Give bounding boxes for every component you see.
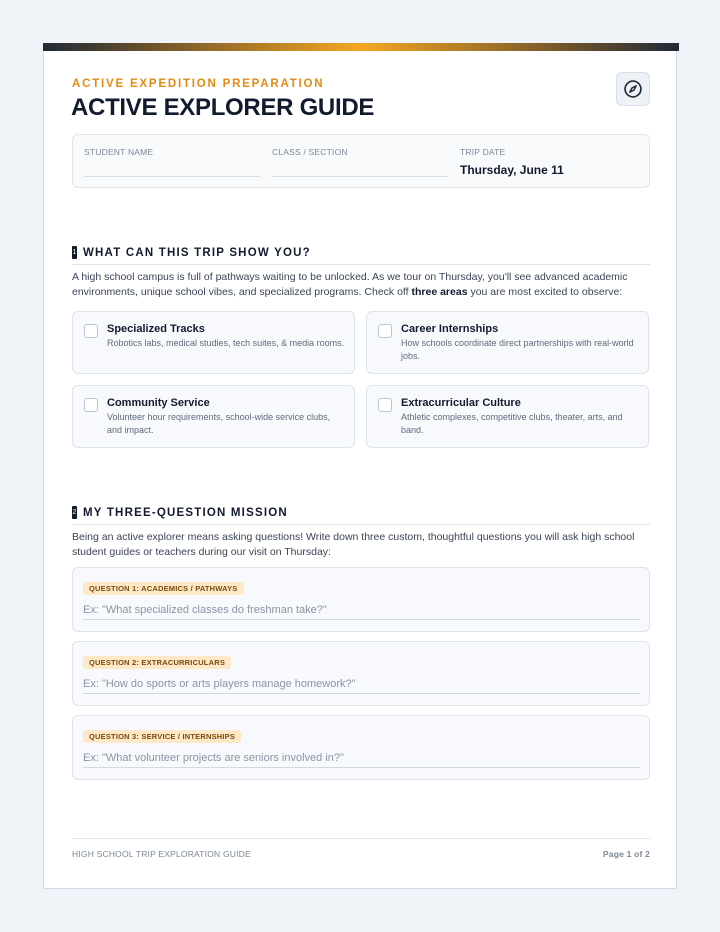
checkbox[interactable] <box>84 398 98 412</box>
section-1-intro-end: you are most excited to observe: <box>467 286 623 298</box>
compass-icon <box>623 79 643 99</box>
option-card-specialized-tracks[interactable] <box>72 311 355 374</box>
option-card-career-internships[interactable] <box>366 311 649 374</box>
option-description: Athletic complexes, competitive clubs, theater, arts, and band. <box>401 412 623 435</box>
trip-date-field[interactable] <box>460 147 636 177</box>
section-1-number: 1 <box>72 246 77 259</box>
question-3-input[interactable] <box>83 748 640 768</box>
accent-top-bar <box>43 43 679 51</box>
section-2-intro: Being an active explorer means asking questions! Write down three custom, thoughtful questions you will ask high school student guides or teachers during our visit on Thursday: <box>72 531 635 558</box>
class-section-line <box>272 176 448 177</box>
question-1-box <box>72 567 650 632</box>
page-title: ACTIVE EXPLORER GUIDE <box>71 94 375 121</box>
option-title: Specialized Tracks <box>107 323 205 335</box>
question-2-tag: QUESTION 2: EXTRACURRICULARS <box>83 656 231 669</box>
class-section-label: CLASS / SECTION <box>272 147 348 157</box>
question-1-tag: QUESTION 1: ACADEMICS / PATHWAYS <box>83 582 244 595</box>
checkbox[interactable] <box>378 324 392 338</box>
question-2-input[interactable] <box>83 674 640 694</box>
option-description: Robotics labs, medical studies, tech suites, & media rooms. <box>107 338 345 348</box>
student-name-label: STUDENT NAME <box>84 147 154 157</box>
trip-date-label: TRIP DATE <box>460 147 506 157</box>
student-name-field[interactable] <box>84 147 260 163</box>
question-3-box <box>72 715 650 780</box>
trip-date-value: Thursday, June 11 <box>460 163 564 177</box>
section-2-heading <box>72 506 650 525</box>
section-2-number: 2 <box>72 506 77 519</box>
student-info-fields <box>72 134 650 188</box>
question-1-input[interactable] <box>83 600 640 620</box>
checkbox[interactable] <box>84 324 98 338</box>
section-2-title: MY THREE-QUESTION MISSION <box>83 506 288 519</box>
page-footer <box>72 838 650 859</box>
option-description: How schools coordinate direct partnerships with real-world jobs. <box>401 338 634 361</box>
footer-title: HIGH SCHOOL TRIP EXPLORATION GUIDE <box>72 849 251 859</box>
option-title: Career Internships <box>401 323 499 335</box>
section-1-intro <box>72 270 650 300</box>
option-description: Volunteer hour requirements, school-wide service clubs, and impact. <box>107 412 331 435</box>
option-title: Extracurricular Culture <box>401 397 521 409</box>
compass-button[interactable] <box>616 72 650 106</box>
option-card-community-service[interactable] <box>72 385 355 448</box>
option-title: Community Service <box>107 397 210 409</box>
question-2-box <box>72 641 650 706</box>
option-card-extracurricular-culture[interactable] <box>366 385 649 448</box>
eyebrow-label: ACTIVE EXPEDITION PREPARATION <box>72 78 325 90</box>
section-1-intro-text: A high school campus is full of pathways waiting to be unlocked. As we tour on Thursday, you'll see advanced academic environments, unique school vibes, and specialized programs. Check off <box>72 271 628 298</box>
page-number: Page 1 of 2 <box>602 849 650 859</box>
worksheet-page <box>43 43 677 889</box>
section-1-title: WHAT CAN THIS TRIP SHOW YOU? <box>83 246 311 259</box>
question-3-tag: QUESTION 3: SERVICE / INTERNSHIPS <box>83 730 241 743</box>
section-1-intro-bold: three areas <box>411 286 468 298</box>
section-1-heading <box>72 246 650 265</box>
student-name-line <box>84 176 260 177</box>
class-section-field[interactable] <box>272 147 448 163</box>
checkbox[interactable] <box>378 398 392 412</box>
